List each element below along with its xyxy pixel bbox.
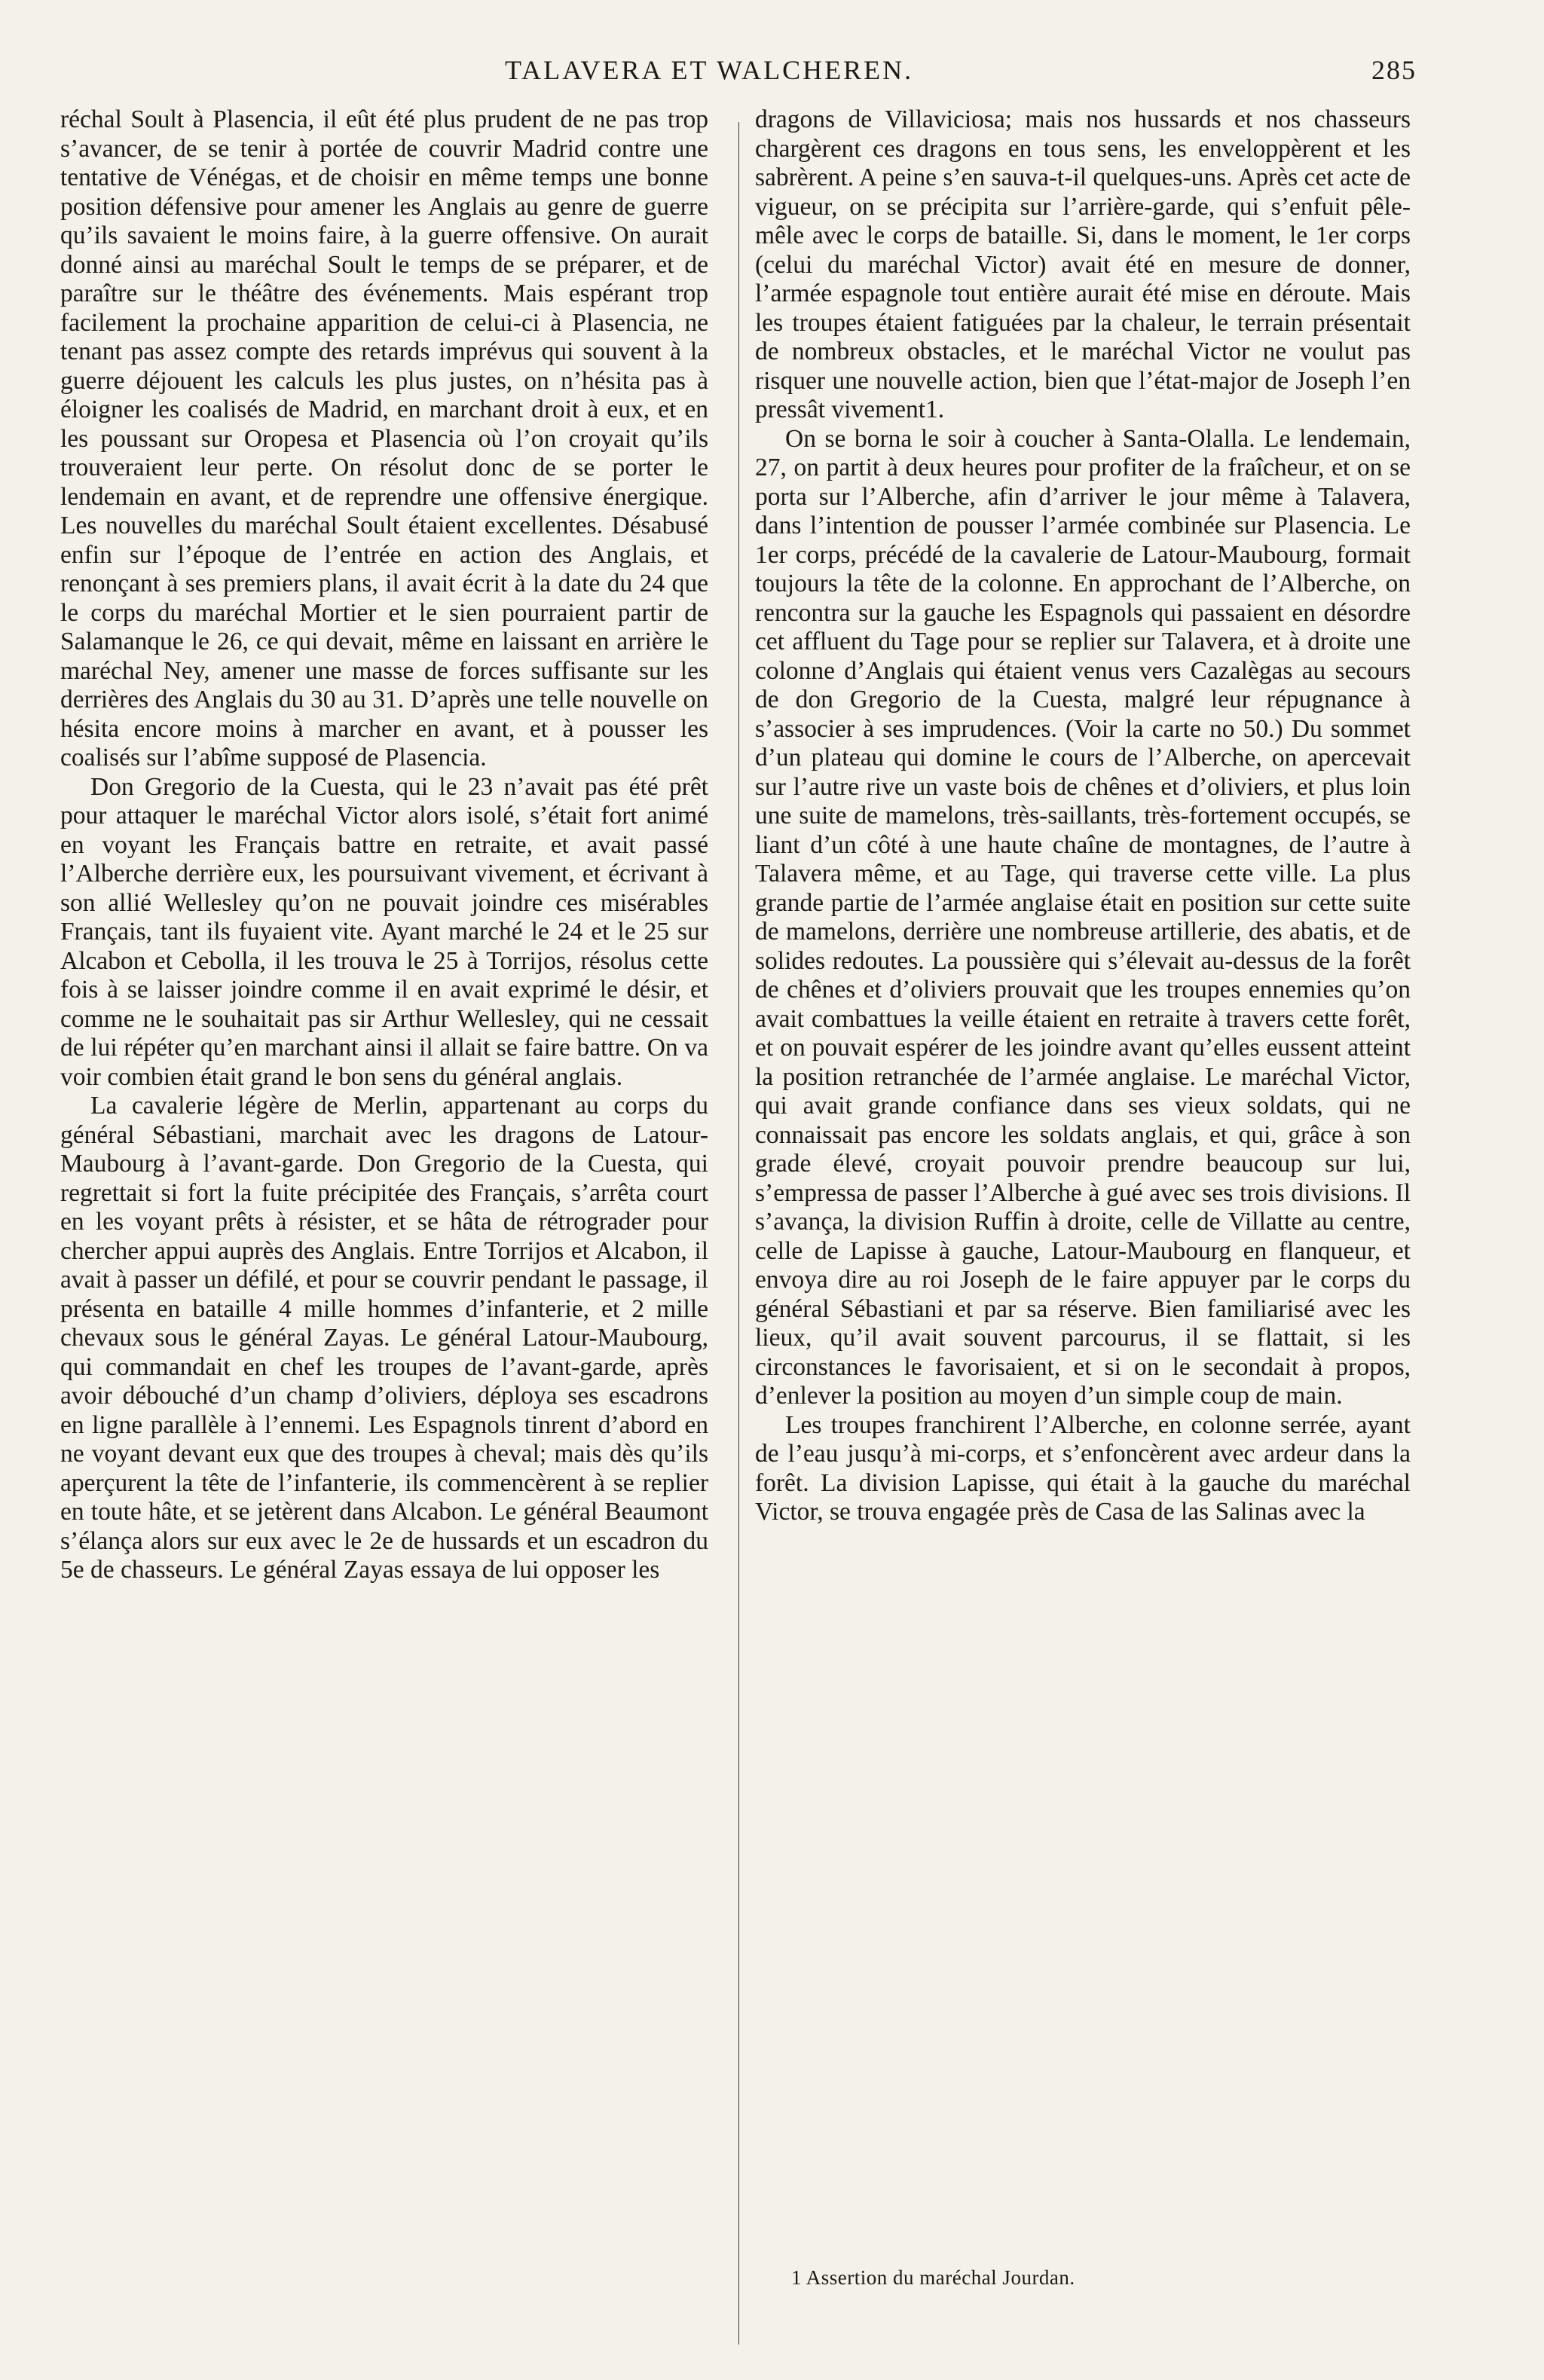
paragraph: La cavalerie légère de Merlin, appartenant au corps du général Sébastiani, marchait avec les dragons de Latour-Maubourg à l’avant-garde. Don Gregorio de la Cuesta, qui regrettait si fort la fuite précipitée des Français, s’arrêta court en les voyant prêts à résister, et se hâta de rétrograder pour chercher appui auprès des Anglais. Entre Torrijos et Alcabon, il avait à passer un défilé, et pour se couvrir pendant le passage, il présenta en bataille 4 mille hommes d’infanterie, et 2 mille chevaux sous le général Zayas. Le général Latour-Maubourg, qui commandait en chef les troupes de l’avant-garde, après avoir débouché d’un champ d’oliviers, déploya ses escadrons en ligne parallèle à l’ennemi. Les Espagnols tinrent d’abord en ne voyant devant eux que des troupes à cheval; mais dès qu’ils aperçurent la tête de l’infanterie, ils commencèrent à se replier en toute hâte, et se jetèrent dans Alcabon. Le général Beaumont s’élança alors sur eux avec le 2e de hussards et un escadron du 5e de chasseurs. Le général Zayas essaya de lui opposer les <box>60 1092 708 1584</box>
paragraph: On se borna le soir à coucher à Santa-Olalla. Le lendemain, 27, on partit à deux heures pour profiter de la fraîcheur, et on se porta sur l’Alberche, afin d’arriver le jour même à Talavera, dans l’intention de pousser l’armée combinée sur Plasencia. Le 1er corps, précédé de la cavalerie de Latour-Maubourg, formait toujours la tête de la colonne. En approchant de l’Alberche, on rencontra sur la gauche les Espagnols qui passaient en désordre cet affluent du Tage pour se replier sur Talavera, et à droite une colonne d’Anglais qui étaient venus vers Cazalègas au secours de don Gregorio de la Cuesta, malgré leur répugnance à s’associer à ses imprudences. (Voir la carte no 50.) Du sommet d’un plateau qui domine le cours de l’Alberche, on apercevait sur l’autre rive un vaste bois de chênes et d’oliviers, et plus loin une suite de mamelons, très-saillants, très-fortement occupés, se liant d’un côté à une haute chaîne de montagnes, de l’autre à Talavera même, et au Tage, qui traverse cette ville. La plus grande partie de l’armée anglaise était en position sur cette suite de mamelons, derrière une nombreuse artillerie, des abatis, et de solides redoutes. La poussière qui s’élevait au-dessus de la forêt de chênes et d’oliviers prouvait que les troupes ennemies qu’on avait combattues la veille étaient en retraite à travers cette forêt, et on pouvait espérer de les joindre avant qu’elles eussent atteint la position retranchée de l’armée anglaise. Le maréchal Victor, qui avait grande confiance dans ses vieux soldats, qui ne connaissait pas encore les soldats anglais, et qui, grâce à son grade élevé, croyait pouvoir prendre beaucoup sur lui, s’empressa de passer l’Alberche à gué avec ses trois divisions. Il s’avança, la division Ruffin à droite, celle de Villatte au centre, celle de Lapisse à gauche, Latour-Maubourg en flanqueur, et envoya dire au roi Joseph de le faire appuyer par le corps du général Sébastiani et par sa réserve. Bien familiarisé avec les lieux, qu’il avait souvent parcourus, il se flattait, si les circonstances le favorisaient, et si on le secondait à propos, d’enlever la position au moyen d’un simple coup de main. <box>755 424 1411 1410</box>
footnote: 1 Assertion du maréchal Jourdan. <box>791 2266 1075 2289</box>
right-column <box>755 105 1411 1527</box>
paragraph: réchal Soult à Plasencia, il eût été plus prudent de ne pas trop s’avancer, de se tenir à portée de couvrir Madrid contre une tentative de Vénégas, et de choisir en même temps une bonne position défensive pour amener les Anglais au genre de guerre qu’ils savaient le moins faire, à la guerre offensive. On aurait donné ainsi au maréchal Soult le temps de se préparer, et de paraître sur le théâtre des événements. Mais espérant trop facilement la prochaine apparition de celui-ci à Plasencia, ne tenant pas assez compte des retards imprévus qui souvent à la guerre déjouent les calculs les plus justes, on n’hésita pas à éloigner les coalisés de Madrid, en marchant droit à eux, et en les poussant sur Oropesa et Plasencia où l’on croyait qu’ils trouveraient leur perte. On résolut donc de se porter le lendemain en avant, et de reprendre une offensive énergique. Les nouvelles du maréchal Soult étaient excellentes. Désabusé enfin sur l’époque de l’entrée en action des Anglais, et renonçant à ses premiers plans, il avait écrit à la date du 24 que le corps du maréchal Mortier et le sien pourraient partir de Salamanque le 26, ce qui devait, même en laissant en arrière le maréchal Ney, amener une masse de forces suffisante sur les derrières des Anglais du 30 au 31. D’après une telle nouvelle on hésita encore moins à marcher en avant, et à pousser les coalisés sur l’abîme supposé de Plasencia. <box>60 105 708 771</box>
page-number: 285 <box>1371 55 1417 85</box>
column-divider <box>738 122 739 2345</box>
left-column <box>60 105 708 1585</box>
paragraph: Les troupes franchirent l’Alberche, en colonne serrée, ayant de l’eau jusqu’à mi-corps, et s’enfoncèrent avec ardeur dans la forêt. La division Lapisse, qui était à la gauche du maréchal Victor, se trouva engagée près de Casa de las Salinas avec la <box>755 1410 1411 1526</box>
running-title: TALAVERA ET WALCHEREN. <box>505 55 914 85</box>
paragraph: Don Gregorio de la Cuesta, qui le 23 n’avait pas été prêt pour attaquer le maréchal Victor alors isolé, s’était fort animé en voyant les Français battre en retraite, et avait passé l’Alberche derrière eux, les poursuivant vivement, et écrivant à son allié Wellesley qu’on ne pouvait joindre ces misérables Français, tant ils fuyaient vite. Ayant marché le 24 et le 25 sur Alcabon et Cebolla, il les trouva le 25 à Torrijos, résolus cette fois à se laisser joindre comme il en avait exprimé le désir, et comme ne le souhaitait pas sir Arthur Wellesley, qui ne cessait de lui répéter qu’en marchant ainsi il allait se faire battre. On va voir combien était grand le bon sens du général anglais. <box>60 772 708 1091</box>
page-header <box>60 54 1417 99</box>
paragraph: dragons de Villaviciosa; mais nos hussards et nos chasseurs chargèrent ces dragons en tous sens, les enveloppèrent et les sabrèrent. A peine s’en sauva-t-il quelques-uns. Après cet acte de vigueur, on se précipita sur l’arrière-garde, qui s’enfuit pêle-mêle avec le corps de bataille. Si, dans le moment, le 1er corps (celui du maréchal Victor) avait été en mesure de donner, l’armée espagnole tout entière aurait été mise en déroute. Mais les troupes étaient fatiguées par la chaleur, le terrain présentait de nombreux obstacles, et le maréchal Victor ne voulut pas risquer une nouvelle action, bien que l’état-major de Joseph l’en pressât vivement1. <box>755 105 1411 423</box>
